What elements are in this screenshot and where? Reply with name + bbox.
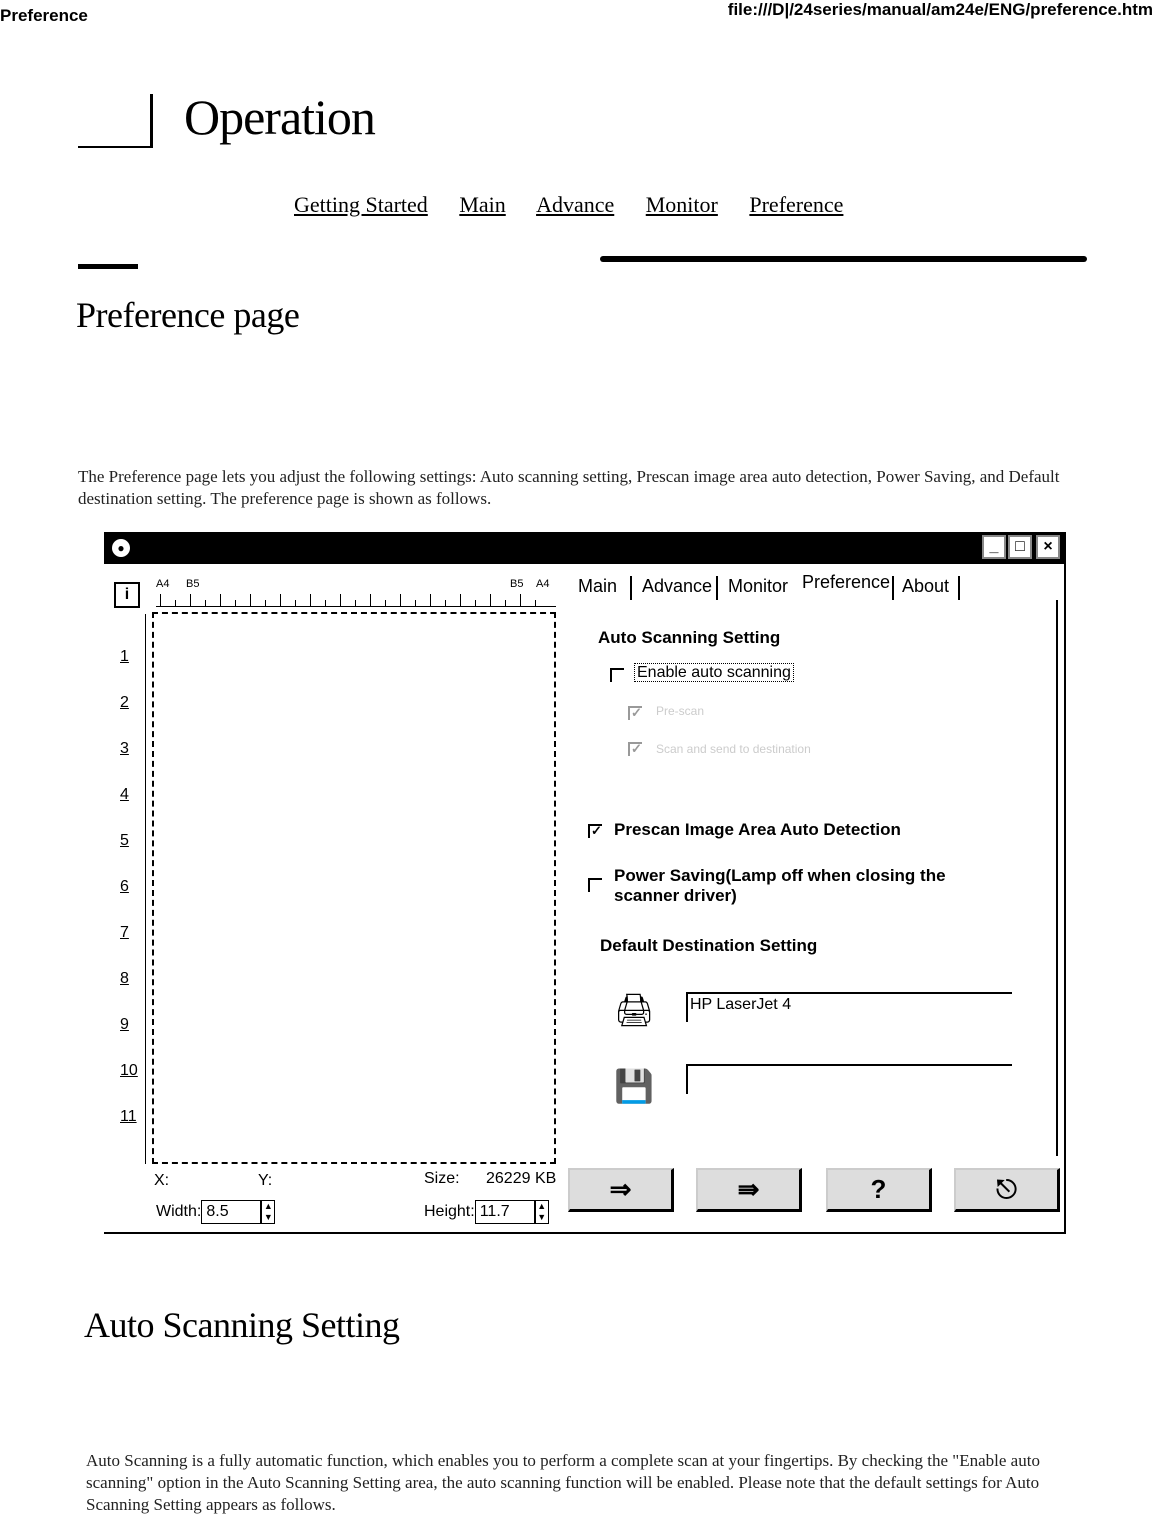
tab-main[interactable]: Main: [578, 576, 618, 596]
ruler-tick: [415, 600, 416, 606]
ruler-tick: [190, 594, 191, 606]
x-label: X:: [154, 1172, 170, 1189]
section-body-auto-scanning: Auto Scanning is a fully automatic function, which enables you to perform a complete scan at your fingertips. By checking the "Enable auto scanning" option in the Auto Scanning Setting area, the auto scanning function will be enabled. Please note that the default settings for Auto Scanning Setting appears as follows.: [86, 1451, 1040, 1514]
ruler-tick: [505, 600, 506, 606]
tab-monitor[interactable]: Monitor: [728, 576, 789, 596]
side-ruler-number: 11: [120, 1108, 137, 1125]
chapter-mark: [78, 94, 153, 148]
scan-send-sub-checkbox[interactable]: [628, 742, 642, 756]
app-icon: ●: [112, 539, 130, 557]
divider-left: [78, 264, 138, 269]
default-destination-title: Default Destination Setting: [600, 936, 818, 955]
nav-main[interactable]: Main: [459, 192, 506, 217]
ruler-tick: [205, 600, 206, 606]
ruler-tick: [535, 600, 536, 606]
prescan-detection-checkbox[interactable]: [588, 824, 602, 838]
panel-border: [1056, 600, 1058, 1156]
top-ruler: [114, 576, 562, 606]
height-input[interactable]: 11.7: [475, 1200, 535, 1224]
section-body-preference: The Preference page lets you adjust the following settings: Auto scanning setting, Prescan image area auto detection, Power Saving, and Default destination setting. The preference page is shown as follows.: [78, 467, 1060, 508]
tab-advance[interactable]: Advance: [642, 576, 713, 596]
scan-button[interactable]: ⇒: [568, 1168, 674, 1212]
top-ruler-line: [156, 606, 556, 607]
side-ruler-number: 10: [120, 1062, 138, 1079]
application-destination-field[interactable]: [686, 1064, 1012, 1094]
scan-send-sub-label: Scan and send to destination: [656, 742, 811, 756]
ruler-tick: [280, 594, 281, 606]
ruler-tick: [340, 594, 341, 606]
ruler-tick: [520, 594, 521, 606]
ruler-tick: [490, 594, 491, 606]
tab-about[interactable]: About: [902, 576, 950, 596]
side-ruler-number: 1: [120, 648, 129, 665]
side-ruler-number: 5: [120, 832, 129, 849]
application-icon: 💾: [614, 1068, 654, 1104]
info-button[interactable]: i: [114, 582, 140, 608]
power-saving-label-1: Power Saving(Lamp off when closing the: [614, 866, 946, 885]
ruler-tick: [385, 600, 386, 606]
prescan-button[interactable]: ⇛: [696, 1168, 802, 1212]
minimize-button[interactable]: _: [982, 535, 1006, 559]
prescan-sub-label: Pre-scan: [656, 704, 705, 718]
printer-icon: 🖨: [613, 992, 655, 1028]
nav-getting-started[interactable]: Getting Started: [294, 192, 428, 217]
side-ruler-number: 4: [120, 786, 129, 803]
nav-links: [294, 192, 869, 218]
size-value: 26229 KB: [486, 1170, 557, 1187]
width-spinner[interactable]: ▲ ▼: [261, 1200, 275, 1224]
nav-advance[interactable]: Advance: [536, 192, 615, 217]
power-saving-checkbox[interactable]: [588, 878, 602, 892]
prescan-detection-label: Prescan Image Area Auto Detection: [614, 820, 901, 839]
ruler-tick: [475, 600, 476, 606]
tab-separator: [958, 576, 960, 600]
height-control: [424, 1200, 549, 1224]
side-ruler-number: 3: [120, 740, 129, 757]
side-ruler-number: 7: [120, 924, 129, 941]
ruler-tick: [310, 594, 311, 606]
width-label: Width:: [156, 1203, 202, 1221]
ruler-label-a4-right: A4: [536, 578, 550, 590]
section-title-auto-scanning: Auto Scanning Setting: [84, 1305, 400, 1345]
ruler-label-b5-right: B5: [510, 578, 524, 590]
ruler-tick: [250, 594, 251, 606]
height-spinner[interactable]: ▲ ▼: [535, 1200, 549, 1224]
ruler-tick: [445, 600, 446, 606]
help-button[interactable]: ?: [826, 1168, 932, 1212]
side-ruler-number: 8: [120, 970, 129, 987]
ruler-tick: [220, 594, 221, 606]
y-label: Y:: [258, 1172, 273, 1189]
ruler-tick: [235, 600, 236, 606]
ruler-tick: [325, 600, 326, 606]
close-button[interactable]: ×: [1036, 535, 1060, 559]
ruler-tick: [160, 594, 161, 606]
page-header-url: file:///D|/24series/manual/am24e/ENG/preference.htm: [727, 0, 1153, 19]
divider-right: [600, 256, 1087, 262]
side-ruler-number: 2: [120, 694, 129, 711]
enable-auto-scanning-checkbox[interactable]: [610, 668, 624, 682]
height-label: Height:: [424, 1203, 475, 1221]
nav-monitor[interactable]: Monitor: [645, 192, 718, 217]
ruler-tick: [295, 600, 296, 606]
ruler-tick: [370, 594, 371, 606]
width-input[interactable]: 8.5: [201, 1200, 261, 1224]
ruler-tick: [460, 594, 461, 606]
maximize-button[interactable]: □: [1008, 535, 1032, 559]
page-header-title: Preference: [0, 6, 88, 25]
scanner-dialog: [104, 532, 1066, 1234]
ruler-label-a4-left: A4: [156, 578, 170, 590]
power-saving-label-2: scanner driver): [614, 886, 737, 905]
auto-scanning-title: Auto Scanning Setting: [598, 628, 781, 647]
printer-destination-field[interactable]: HP LaserJet 4: [686, 992, 1012, 1022]
chapter-title: Operation: [184, 89, 375, 145]
size-label: Size:: [424, 1170, 460, 1187]
enable-auto-scanning-label: Enable auto scanning: [634, 664, 794, 682]
ruler-tick: [355, 600, 356, 606]
tab-separator: [892, 576, 894, 600]
tab-separator: [630, 576, 632, 600]
ruler-tick: [265, 600, 266, 606]
tab-separator: [716, 576, 718, 600]
prescan-sub-checkbox[interactable]: [628, 706, 642, 720]
side-ruler: [118, 614, 146, 1164]
preview-area[interactable]: [152, 612, 556, 1164]
section-title-preference: Preference page: [76, 295, 300, 335]
dialog-titlebar: [104, 532, 1064, 564]
tab-preference[interactable]: Preference: [802, 572, 891, 592]
side-ruler-number: 9: [120, 1016, 129, 1033]
width-control: [156, 1200, 275, 1224]
exit-button[interactable]: ⎋: [954, 1168, 1060, 1212]
ruler-tick: [430, 594, 431, 606]
ruler-label-b5-left: B5: [186, 578, 200, 590]
ruler-tick: [400, 594, 401, 606]
side-ruler-number: 6: [120, 878, 129, 895]
nav-preference[interactable]: Preference: [749, 192, 844, 217]
ruler-tick: [175, 600, 176, 606]
